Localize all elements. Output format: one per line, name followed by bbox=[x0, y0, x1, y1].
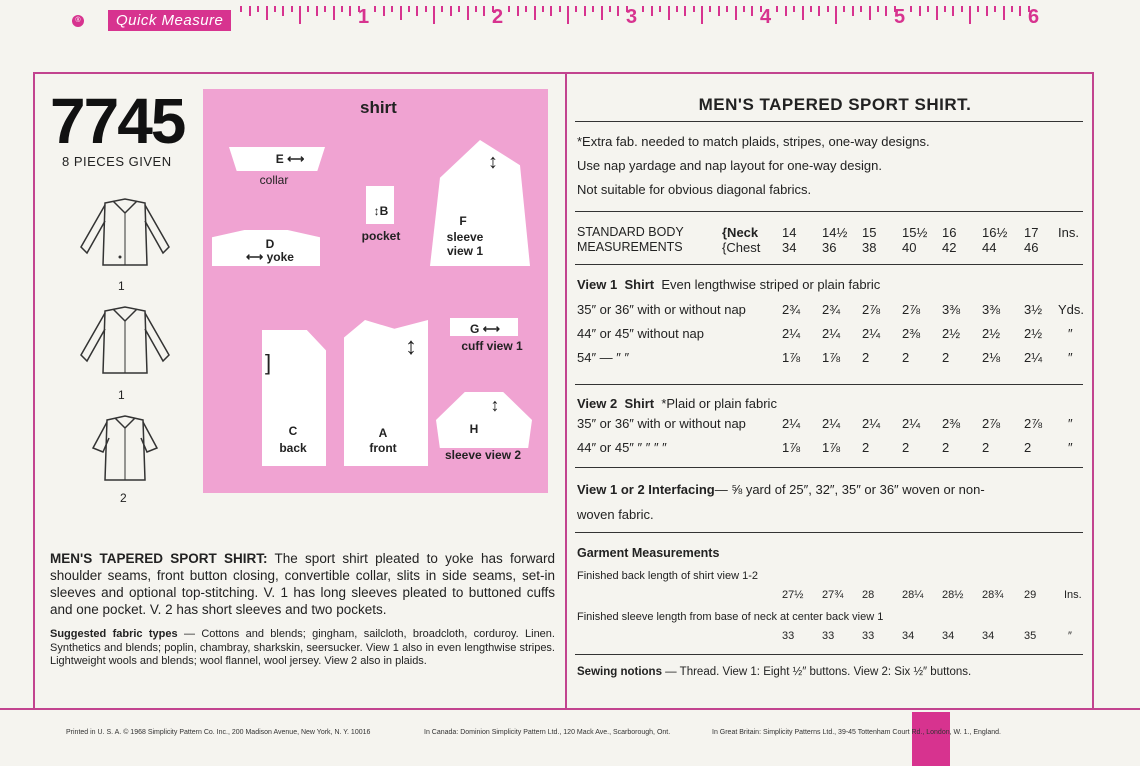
ruler-tick bbox=[651, 6, 653, 16]
ruler-tick bbox=[994, 6, 996, 12]
ruler-number: 5 bbox=[894, 6, 906, 28]
ruler-tick bbox=[969, 6, 971, 24]
shirt-view-2-sketch bbox=[85, 412, 165, 487]
piece-e-name: collar bbox=[259, 173, 289, 187]
note: Use nap yardage and nap layout for one-way design. bbox=[577, 158, 882, 173]
layout-title: shirt bbox=[360, 98, 397, 117]
ruler-tick bbox=[584, 6, 586, 16]
view1-unit: ″ bbox=[1068, 326, 1073, 341]
ruler-tick bbox=[751, 6, 753, 16]
sleeve-length: 34 bbox=[982, 630, 995, 642]
neck-size: 17 bbox=[1024, 225, 1039, 240]
piece-a-label: A bbox=[378, 426, 388, 440]
ruler-tick bbox=[299, 6, 301, 24]
view1-yardage: 3½ bbox=[1024, 302, 1043, 317]
pattern-number: 7745 bbox=[50, 85, 185, 157]
view1-yardage: 2⅞ bbox=[862, 302, 881, 317]
view2-yardage: 2¼ bbox=[862, 416, 881, 431]
ruler-number: 2 bbox=[492, 6, 504, 28]
ruler-tick bbox=[383, 6, 385, 16]
back-length: 28¾ bbox=[982, 589, 1004, 601]
piece-f-label: F bbox=[459, 214, 467, 228]
sleeve-unit: ″ bbox=[1068, 630, 1072, 642]
sleeve-length: 34 bbox=[902, 630, 915, 642]
ruler-number: 3 bbox=[626, 6, 638, 28]
view1-yardage: 2¼ bbox=[782, 326, 801, 341]
view1-yardage: 2¾ bbox=[782, 302, 801, 317]
ruler-tick bbox=[869, 6, 871, 20]
ruler-tick bbox=[240, 6, 242, 12]
neck-label: {Neck bbox=[722, 225, 759, 240]
back-length: 28 bbox=[862, 589, 875, 601]
view1-yardage: 2 bbox=[942, 350, 950, 365]
ruler-tick bbox=[542, 6, 544, 12]
ruler-tick bbox=[341, 6, 343, 12]
view2-yardage: 2 bbox=[1024, 440, 1032, 455]
sewing-notions: Sewing notions — Thread. View 1: Eight ½″ buttons. View 2: Six ½″ buttons. bbox=[577, 666, 972, 678]
quick-measure-ruler bbox=[0, 0, 1140, 40]
column-divider bbox=[565, 72, 567, 708]
ruler-tick bbox=[534, 6, 536, 20]
fabric-suggestions: Suggested fabric types — Cottons and blends; gingham, sailcloth, broadcloth, corduroy. Linen. Synthetics and blends; poplin, chambray, sharkskin, seersucker. View 1 also in even lengthwise stripes. Lightweight wools and blends; wool flannel, wool jersey. View 2 also in plaids. bbox=[50, 628, 555, 667]
ruler-tick bbox=[483, 6, 485, 16]
neck-size: 14½ bbox=[822, 225, 848, 240]
ruler-tick bbox=[919, 6, 921, 16]
ruler-tick bbox=[425, 6, 427, 12]
body-label: STANDARD BODY bbox=[577, 225, 684, 239]
piece-c-name: back bbox=[279, 441, 307, 455]
body-label: MEASUREMENTS bbox=[577, 240, 683, 254]
ruler-tick bbox=[877, 6, 879, 12]
chest-size: 46 bbox=[1024, 240, 1039, 255]
view1-yardage: 2 bbox=[862, 350, 870, 365]
ruler-tick bbox=[400, 6, 402, 20]
ruler-tick bbox=[441, 6, 443, 12]
piece-g-label: G ⟷ bbox=[470, 322, 500, 336]
ruler-number: 6 bbox=[1028, 6, 1040, 28]
ruler-tick bbox=[575, 6, 577, 12]
pink-tab bbox=[912, 712, 950, 766]
chest-size: 40 bbox=[902, 240, 917, 255]
ruler-tick bbox=[525, 6, 527, 12]
piece-e-label: E ⟷ bbox=[275, 152, 305, 166]
ruler-tick bbox=[282, 6, 284, 16]
view2-yardage: 1⅞ bbox=[822, 440, 841, 455]
shirt-view-1-sketch-b bbox=[75, 303, 175, 383]
ruler-tick bbox=[601, 6, 603, 20]
ruler-tick bbox=[852, 6, 854, 16]
ruler-tick bbox=[266, 6, 268, 20]
ruler-tick bbox=[349, 6, 351, 16]
sleeve-length-label: Finished sleeve length from base of neck at center back view 1 bbox=[577, 611, 884, 623]
ruler-tick bbox=[1011, 6, 1013, 12]
ruler-tick bbox=[642, 6, 644, 12]
view1-heading: View 1 Shirt Even lengthwise striped or plain fabric bbox=[577, 277, 881, 292]
view1-unit: ″ bbox=[1068, 350, 1073, 365]
footer-britain: In Great Britain: Simplicity Patterns Ltd., 39-45 Tottenham Court Rd., London, W. 1., England. bbox=[712, 729, 1001, 736]
ruler-number: 1 bbox=[358, 6, 370, 28]
view2-yardage: 2⅜ bbox=[942, 416, 961, 431]
back-length-label: Finished back length of shirt view 1-2 bbox=[577, 570, 758, 582]
view2-yardage: 2 bbox=[902, 440, 910, 455]
rule bbox=[575, 654, 1083, 655]
shirt-view-1-sketch-a bbox=[75, 195, 175, 275]
ruler-tick bbox=[785, 6, 787, 16]
piece-h-label: H bbox=[469, 422, 479, 436]
piece-h-name: sleeve view 2 bbox=[444, 448, 522, 462]
piece-b-name: pocket bbox=[361, 229, 401, 243]
ruler-tick bbox=[986, 6, 988, 16]
rule bbox=[575, 532, 1083, 533]
ruler-tick bbox=[676, 6, 678, 12]
ruler-tick bbox=[307, 6, 309, 12]
view1-row-label: 44″ or 45″ without nap bbox=[577, 326, 705, 341]
view1-yardage: 3⅜ bbox=[982, 302, 1001, 317]
ruler-tick bbox=[659, 6, 661, 12]
view2-row-label: 44″ or 45″ ″ ″ ″ ″ bbox=[577, 440, 667, 455]
chest-size: 34 bbox=[782, 240, 797, 255]
ruler-tick bbox=[835, 6, 837, 24]
interfacing-cont: woven fabric. bbox=[577, 507, 654, 522]
ruler-tick bbox=[508, 6, 510, 12]
ruler-tick bbox=[793, 6, 795, 12]
ruler-tick bbox=[567, 6, 569, 24]
view1-yardage: 2½ bbox=[942, 326, 961, 341]
view1-yardage: 2¾ bbox=[822, 302, 841, 317]
ruler-tick bbox=[592, 6, 594, 12]
ruler-tick bbox=[274, 6, 276, 12]
ruler-tick bbox=[693, 6, 695, 12]
ruler-tick bbox=[609, 6, 611, 12]
view2-yardage: 2⅞ bbox=[982, 416, 1001, 431]
neck-size: 16½ bbox=[982, 225, 1008, 240]
view1-yardage: 2⅞ bbox=[902, 302, 921, 317]
ruler-tick bbox=[617, 6, 619, 16]
description: MEN'S TAPERED SPORT SHIRT: The sport shirt pleated to yoke has forward shoulder seams, front button closing, convertible collar, slits in side seams, set-in sleeves and optional top-stitching. V. 1 has long sleeves pleated to buttoned cuffs and one pocket. V. 2 has short sleeves and two pockets. bbox=[50, 551, 555, 617]
pieces-given: 8 PIECES GIVEN bbox=[62, 154, 172, 169]
chest-size: 44 bbox=[982, 240, 997, 255]
back-length: 28½ bbox=[942, 589, 964, 601]
ruler-tick bbox=[408, 6, 410, 12]
view2-yardage: 2⅞ bbox=[1024, 416, 1043, 431]
ruler-tick bbox=[333, 6, 335, 20]
view-number: 1 bbox=[118, 279, 125, 293]
grain-arrow: ↕ bbox=[490, 395, 500, 415]
view2-yardage: 2 bbox=[862, 440, 870, 455]
view1-yardage: 2¼ bbox=[822, 326, 841, 341]
ruler-tick bbox=[249, 6, 251, 16]
view1-yardage: 2 bbox=[902, 350, 910, 365]
view2-yardage: 2¼ bbox=[782, 416, 801, 431]
ruler-tick bbox=[291, 6, 293, 12]
ruler-tick bbox=[827, 6, 829, 12]
neck-size: 15½ bbox=[902, 225, 928, 240]
piece-f-view: view 1 bbox=[446, 244, 484, 258]
view1-unit: Yds. bbox=[1058, 302, 1085, 317]
view1-yardage: 2⅛ bbox=[982, 350, 1001, 365]
sleeve-length: 33 bbox=[862, 630, 875, 642]
piece-c-label: C bbox=[288, 424, 298, 438]
rule bbox=[575, 467, 1083, 468]
view2-yardage: 2¼ bbox=[822, 416, 841, 431]
view1-yardage: 2¼ bbox=[1024, 350, 1043, 365]
view1-yardage: 3⅜ bbox=[942, 302, 961, 317]
ruler-tick bbox=[316, 6, 318, 16]
rule bbox=[575, 384, 1083, 385]
ruler-tick bbox=[668, 6, 670, 20]
view2-row-label: 35″ or 36″ with or without nap bbox=[577, 416, 746, 431]
ruler-tick bbox=[936, 6, 938, 20]
ruler-tick bbox=[952, 6, 954, 16]
bottom-rule bbox=[0, 708, 1140, 710]
back-length: 28¼ bbox=[902, 589, 924, 601]
ruler-tick bbox=[416, 6, 418, 16]
ruler-tick bbox=[391, 6, 393, 12]
ruler-tick bbox=[860, 6, 862, 12]
ruler-number: 4 bbox=[760, 6, 772, 28]
ruler-tick bbox=[467, 6, 469, 20]
back-unit: Ins. bbox=[1064, 589, 1082, 601]
view2-unit: ″ bbox=[1068, 416, 1073, 431]
view1-row-label: 54″ — ″ ″ bbox=[577, 350, 630, 365]
chest-size: 38 bbox=[862, 240, 877, 255]
interfacing: View 1 or 2 Interfacing— ⅝ yard of 25″, 32″, 35″ or 36″ woven or non- bbox=[577, 482, 985, 497]
ruler-tick bbox=[709, 6, 711, 12]
ruler-tick bbox=[810, 6, 812, 12]
view1-yardage: 1⅞ bbox=[822, 350, 841, 365]
view2-yardage: 1⅞ bbox=[782, 440, 801, 455]
view1-yardage: 1⅞ bbox=[782, 350, 801, 365]
body-unit: Ins. bbox=[1058, 225, 1079, 240]
chest-size: 42 bbox=[942, 240, 957, 255]
ruler-tick bbox=[977, 6, 979, 12]
ruler-tick bbox=[961, 6, 963, 12]
grain-arrow: ↕ bbox=[405, 333, 417, 360]
ruler-tick bbox=[257, 6, 259, 12]
ruler-tick bbox=[684, 6, 686, 16]
ruler-tick bbox=[701, 6, 703, 24]
neck-size: 16 bbox=[942, 225, 957, 240]
ruler-ticks bbox=[230, 0, 1060, 36]
ruler-tick bbox=[550, 6, 552, 16]
rule bbox=[575, 121, 1083, 122]
sleeve-length: 35 bbox=[1024, 630, 1037, 642]
ruler-tick bbox=[458, 6, 460, 12]
view2-yardage: 2¼ bbox=[902, 416, 921, 431]
chest-label: {Chest bbox=[722, 240, 761, 255]
ruler-tick bbox=[726, 6, 728, 12]
ruler-tick bbox=[944, 6, 946, 12]
view1-yardage: 2⅜ bbox=[902, 326, 921, 341]
rule bbox=[575, 211, 1083, 212]
ruler-tick bbox=[802, 6, 804, 20]
ruler-tick bbox=[735, 6, 737, 20]
view2-unit: ″ bbox=[1068, 440, 1073, 455]
quick-measure-label: Quick Measure bbox=[108, 10, 231, 31]
registered-logo: ® bbox=[72, 15, 84, 27]
ruler-tick bbox=[433, 6, 435, 24]
view2-yardage: 2 bbox=[982, 440, 990, 455]
ruler-tick bbox=[776, 6, 778, 12]
footer-us: Printed in U. S. A. © 1968 Simplicity Pattern Co. Inc., 200 Madison Avenue, New York, N. Y. 10016 bbox=[66, 729, 371, 736]
back-length: 27¾ bbox=[822, 589, 844, 601]
ruler-tick bbox=[324, 6, 326, 12]
piece-a-name: front bbox=[369, 441, 397, 455]
ruler-tick bbox=[450, 6, 452, 16]
grain-arrow: ↕ bbox=[488, 151, 498, 173]
chart-title: MEN'S TAPERED SPORT SHIRT. bbox=[698, 95, 972, 114]
piece-b-label: ↕B bbox=[373, 204, 389, 218]
piece-d-label: D bbox=[265, 237, 275, 251]
back-length: 29 bbox=[1024, 589, 1037, 601]
piece-f-name: sleeve bbox=[446, 230, 484, 244]
ruler-tick bbox=[885, 6, 887, 16]
ruler-tick bbox=[559, 6, 561, 12]
ruler-tick bbox=[927, 6, 929, 12]
ruler-tick bbox=[718, 6, 720, 16]
rule bbox=[575, 264, 1083, 265]
ruler-tick bbox=[843, 6, 845, 12]
piece-d-name: ⟷ yoke bbox=[246, 250, 294, 264]
neck-size: 15 bbox=[862, 225, 877, 240]
view1-yardage: 2½ bbox=[982, 326, 1001, 341]
view1-yardage: 2½ bbox=[1024, 326, 1043, 341]
ruler-tick bbox=[818, 6, 820, 16]
ruler-tick bbox=[475, 6, 477, 12]
note: Not suitable for obvious diagonal fabrics. bbox=[577, 182, 812, 197]
sleeve-length: 33 bbox=[782, 630, 795, 642]
sleeve-length: 34 bbox=[942, 630, 955, 642]
view2-heading: View 2 Shirt *Plaid or plain fabric bbox=[577, 396, 777, 411]
sleeve-length: 33 bbox=[822, 630, 835, 642]
view2-yardage: 2 bbox=[942, 440, 950, 455]
view1-row-label: 35″ or 36″ with or without nap bbox=[577, 302, 746, 317]
back-length: 27½ bbox=[782, 589, 804, 601]
neck-size: 14 bbox=[782, 225, 797, 240]
piece-g-name: cuff view 1 bbox=[461, 339, 523, 353]
ruler-tick bbox=[1003, 6, 1005, 20]
ruler-tick bbox=[910, 6, 912, 12]
ruler-tick bbox=[374, 6, 376, 12]
fold-bracket: ] bbox=[264, 350, 272, 375]
view-number: 2 bbox=[120, 491, 127, 505]
ruler-tick bbox=[1019, 6, 1021, 16]
ruler-tick bbox=[517, 6, 519, 16]
chest-size: 36 bbox=[822, 240, 837, 255]
note: *Extra fab. needed to match plaids, stripes, one-way designs. bbox=[577, 134, 930, 149]
view-number: 1 bbox=[118, 388, 125, 402]
ruler-tick bbox=[743, 6, 745, 12]
footer-canada: In Canada: Dominion Simplicity Pattern Ltd., 120 Mack Ave., Scarborough, Ont. bbox=[424, 729, 671, 736]
view1-yardage: 2¼ bbox=[862, 326, 881, 341]
garment-heading: Garment Measurements bbox=[577, 546, 720, 560]
